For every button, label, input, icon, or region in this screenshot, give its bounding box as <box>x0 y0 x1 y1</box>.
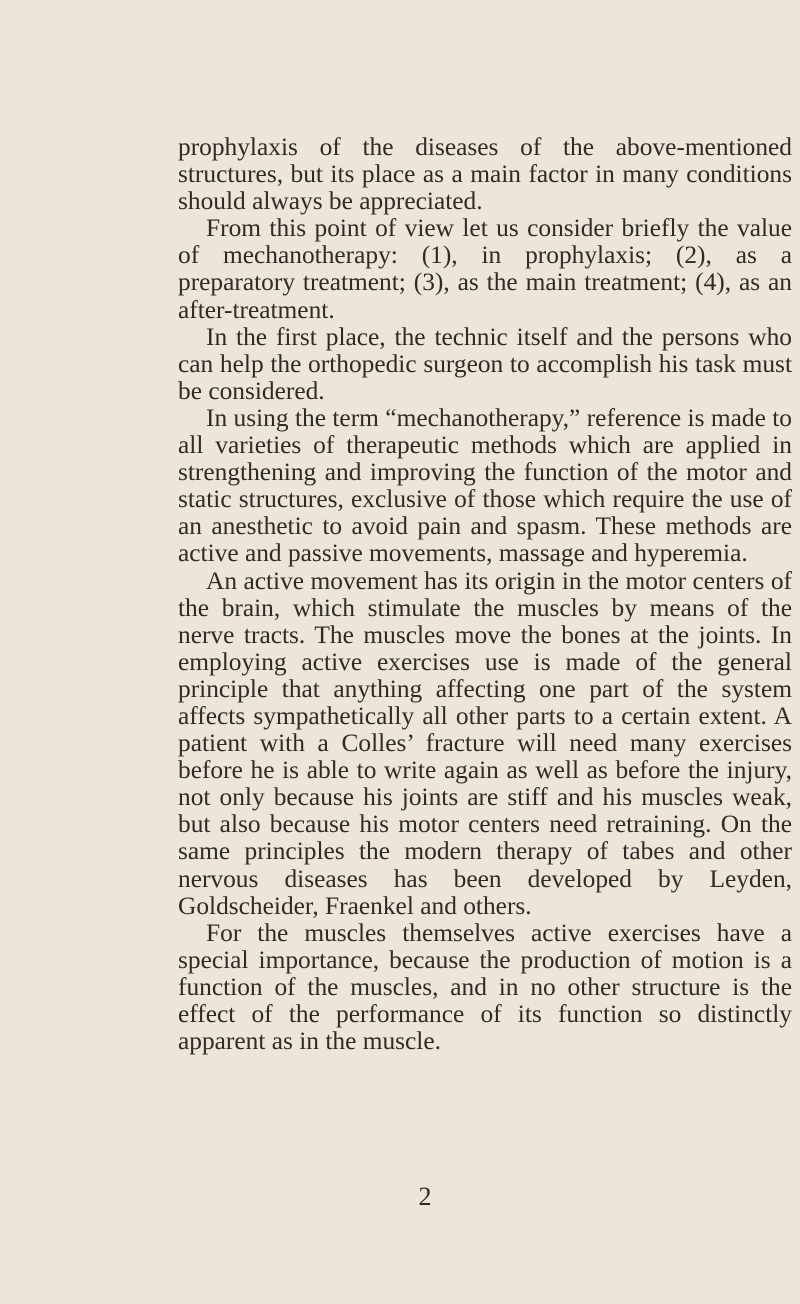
paragraph: An active movement has its origin in the motor centers of the brain, which stimulate the muscles by means of the nerve tracts. The muscles move the bones at the joints. In employing active exercises use is made of the general principle that anything affecting one part of the system affects sympathetically all other parts to a certain extent. A patient with a Colles’ fracture will need many exercises before he is able to write again as well as before the injury, not only because his joints are stiff and his muscles weak, but also because his motor centers need retraining. On the same principles the modern therapy of tabes and other nervous diseases has been developed by Leyden, Goldscheider, Fraenkel and others. <box>178 566 792 920</box>
body-text <box>178 134 792 1055</box>
paragraph: In using the term “mechanotherapy,” reference is made to all varieties of therapeutic methods which are applied in strengthening and improving the function of the motor and static structures, exclusive of those which require the use of an anesthetic to avoid pain and spasm. These methods are active and passive movements, massage and hyperemia. <box>178 403 792 568</box>
paragraph: For the muscles themselves active exercises have a special importance, because the production of motion is a function of the muscles, and in no other structure is the effect of the performance of its function so distinctly apparent as in the muscle. <box>178 918 792 1056</box>
paragraph: prophylaxis of the diseases of the above-mentioned structures, but its place as a main factor in many conditions should always be appreciated. <box>178 133 792 216</box>
paragraph: In the first place, the technic itself and the persons who can help the orthopedic surgeon to accomplish his task must be considered. <box>178 322 792 405</box>
page-number: 2 <box>418 1182 432 1211</box>
paragraph: From this point of view let us consider briefly the value of mechanotherapy: (1), in prophylaxis; (2), as a preparatory treatment; (3), as the main treatment; (4), as an after-treatment. <box>178 214 792 324</box>
